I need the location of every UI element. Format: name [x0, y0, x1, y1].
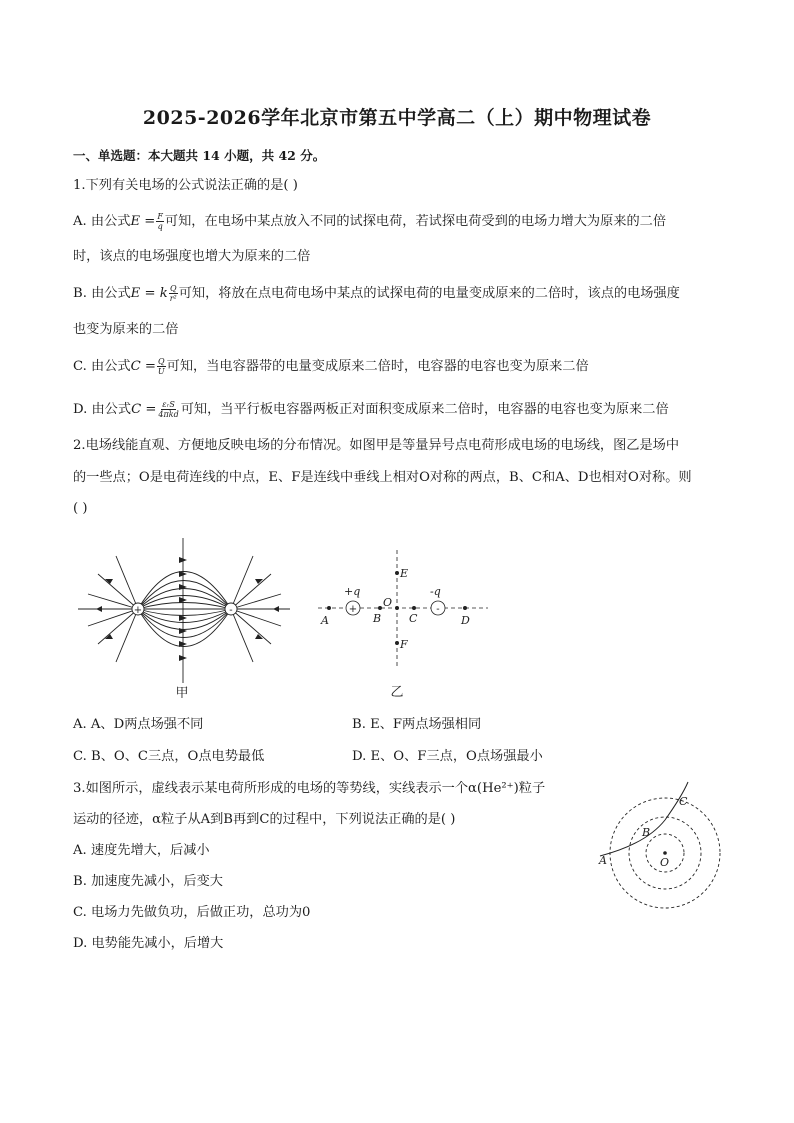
q1-option-d	[73, 400, 669, 419]
q2-option-b: B. E、F两点场强相同	[352, 717, 482, 732]
point-D	[463, 606, 467, 610]
q1-option-a-continued: 时，该点的电场强度也增大为原来的二倍	[73, 249, 311, 264]
q1-a-fraction	[156, 212, 164, 231]
q3-option-a: A. 速度先增大，后减小	[73, 843, 210, 858]
label-A: A	[321, 614, 329, 627]
negative-sign: -	[229, 605, 233, 616]
q1-d-prefix: D. 由公式	[73, 402, 132, 417]
q1-b-prefix: B. 由公式	[73, 286, 131, 301]
label-O: O	[383, 596, 393, 609]
q3-label-B: B	[642, 826, 651, 839]
label-plus-q: +q	[344, 585, 361, 598]
q1-option-a	[73, 212, 666, 231]
q2-stem-line2: 的一些点；O是电荷连线的中点，E、F是连线中垂线上相对O对称的两点，B、C和A、D也相对O对称。则	[73, 470, 692, 485]
q1-option-b	[73, 284, 680, 303]
point-A	[327, 606, 331, 610]
label-C: C	[409, 612, 418, 625]
q1-b-formula: E = k	[130, 286, 168, 301]
q2-figure-jia	[78, 538, 298, 698]
q1-option-b-continued: 也变为原来的二倍	[73, 322, 179, 337]
point-E	[395, 571, 399, 575]
q1-b-denominator: r²	[169, 294, 177, 303]
label-F: F	[400, 638, 408, 651]
q3-stem-line2: 运动的径迹，α粒子从A到B再到C的过程中，下列说法正确的是( )	[73, 812, 456, 827]
q1-c-formula: C =	[130, 359, 156, 374]
q3-label-O: O	[660, 856, 670, 869]
q1-b-numerator: Q	[169, 284, 177, 293]
label-E: E	[400, 567, 409, 580]
q1-d-formula: C =	[131, 402, 157, 417]
label-B: B	[373, 612, 382, 625]
q1-option-c	[73, 357, 589, 376]
figure-label-jia: 甲	[175, 686, 189, 698]
label-minus-q: -q	[430, 585, 441, 598]
label-D: D	[461, 614, 470, 627]
center-O	[663, 851, 667, 855]
q1-c-text: 可知，当电容器带的电量变成原来二倍时，电容器的电容也变为原来二倍	[166, 359, 589, 374]
q2-stem-line3: ( )	[73, 501, 88, 516]
q3-option-c: C. 电场力先做负功，后做正功，总功为0	[73, 905, 311, 920]
q1-c-fraction	[157, 357, 166, 376]
q3-stem-line1: 3.如图所示，虚线表示某电荷所形成的电场的等势线，实线表示一个α(He²⁺)粒子	[73, 781, 546, 796]
q1-d-fraction	[157, 400, 179, 419]
q1-d-text: 可知，当平行板电容器两板正对面积变成原来二倍时，电容器的电容也变为原来二倍	[180, 402, 669, 417]
q2-figure-yi	[318, 548, 494, 700]
q1-a-text: 可知，在电场中某点放入不同的试探电荷，若试探电荷受到的电场力增大为原来的二倍	[164, 214, 667, 229]
q1-c-denominator: U	[157, 367, 165, 376]
q1-d-denominator: 4πkd	[158, 410, 179, 419]
q3-option-b: B. 加速度先减小，后变大	[73, 874, 223, 889]
point-F	[395, 641, 399, 645]
q2-option-a: A. A、D两点场强不同	[73, 717, 204, 732]
q1-a-denominator: q	[157, 222, 163, 231]
point-C	[412, 606, 416, 610]
q1-d-numerator: εᵣS	[162, 400, 175, 409]
point-B	[378, 606, 382, 610]
q1-a-formula: E =	[130, 214, 156, 229]
q1-b-text: 可知，将放在点电荷电场中某点的试探电荷的电量变成原来的二倍时，该点的电场强度	[178, 286, 680, 301]
q1-a-prefix: A. 由公式	[73, 214, 131, 229]
section-heading-single-choice: 一、单选题：本大题共 14 小题，共 42 分。	[73, 148, 326, 163]
q3-option-d: D. 电势能先减小，后增大	[73, 936, 224, 951]
alpha-trajectory	[600, 782, 688, 856]
q1-b-fraction	[169, 284, 178, 303]
q1-c-numerator: Q	[158, 357, 165, 366]
plus-sign: +	[348, 604, 358, 615]
q1-c-prefix: C. 由公式	[73, 359, 131, 374]
q1-stem: 1.下列有关电场的公式说法正确的是( )	[73, 178, 298, 193]
q3-label-C: C	[679, 795, 688, 808]
q3-figure	[594, 778, 726, 910]
exam-title: 2025-2026学年北京市第五中学高二（上）期中物理试卷	[142, 107, 652, 129]
positive-sign: +	[133, 605, 143, 616]
q3-label-A: A	[599, 854, 607, 867]
q1-a-numerator: F	[157, 212, 163, 221]
q2-option-d: D. E、O、F三点，O点场强最小	[352, 749, 543, 764]
figure-label-yi: 乙	[390, 685, 404, 700]
q2-stem-line1: 2.电场线能直观、方便地反映电场的分布情况。如图甲是等量异号点电荷形成电场的电场线，图乙是场中	[73, 438, 680, 453]
q2-option-c: C. B、O、C三点，O点电势最低	[73, 749, 265, 764]
minus-sign: -	[436, 604, 440, 615]
point-O	[395, 606, 399, 610]
